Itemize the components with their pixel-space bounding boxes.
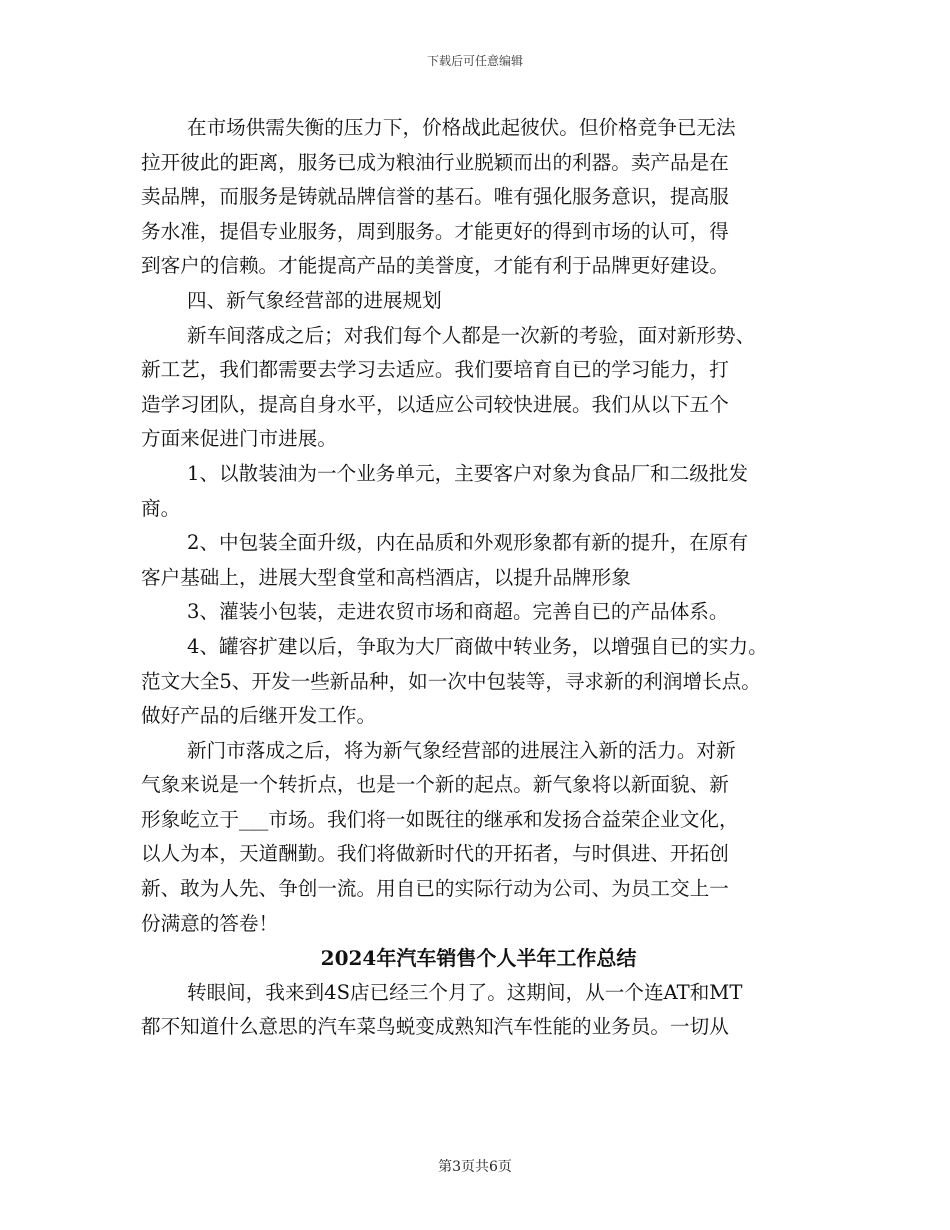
- section-paragraph-block: [141, 976, 816, 1045]
- text-line: 份满意的答卷！: [141, 911, 279, 935]
- text-line: 做好产品的后继开发工作。: [141, 704, 377, 728]
- text-line: 4、罐容扩建以后，争取为大厂商做中转业务，以增强自已的实力。: [187, 634, 768, 658]
- text-line: 新门市落成之后，将为新气象经营部的进展注入新的活力。对新: [187, 738, 736, 762]
- text-line: 卖品牌，而服务是铸就品牌信誉的基石。唯有强化服务意识，提高服: [141, 185, 729, 209]
- text-line: 商。: [141, 496, 181, 520]
- text-line: 方面来促进门市进展。: [141, 427, 337, 451]
- section-title: 2024年汽车销售个人半年工作总结: [320, 946, 637, 971]
- page-header: 下载后可任意编辑: [426, 54, 523, 68]
- text-line: 在市场供需失衡的压力下，价格战此起彼伏。但价格竞争已无法: [187, 116, 736, 139]
- text-line: 范文大全5、开发一些新品种，如一次中包装等，寻求新的利润增长点。: [141, 669, 761, 693]
- text-line: 气象来说是一个转折点，也是一个新的起点。新气象将以新面貌、新: [141, 773, 729, 797]
- text-line: 形象屹立于___市场。我们将一如既往的继承和发扬合益荣企业文化，: [141, 807, 739, 831]
- paragraph-block: [141, 111, 816, 941]
- text-line: 转眼间，我来到4S店已经三个月了。这期间，从一个连AT和MT: [187, 980, 743, 1004]
- text-line: 3、灌装小包装，走进农贸市场和商超。完善自已的产品体系。: [187, 600, 729, 624]
- text-line: 以人为本，天道酬勤。我们将做新时代的开拓者，与时俱进、开拓创: [141, 842, 729, 866]
- text-line: 新车间落成之后；对我们每个人都是一次新的考验，面对新形势、: [187, 323, 756, 347]
- text-line: 务水准，提倡专业服务，周到服务。才能更好的得到市场的认可，得: [141, 219, 729, 243]
- text-line: 都不知道什么意思的汽车菜鸟蜕变成熟知汽车性能的业务员。一切从: [141, 1015, 729, 1039]
- text-line: 四、新气象经营部的进展规划: [187, 288, 442, 312]
- text-line: 1、以散装油为一个业务单元，主要客户对象为食品厂和二级批发: [187, 461, 749, 485]
- document-body: [141, 111, 816, 1045]
- text-line: 新、敢为人先、争创一流。用自已的实际行动为公司、为员工交上一: [141, 877, 729, 901]
- text-line: 拉开彼此的距离，服务已成为粮油行业脱颖而出的利器。卖产品是在: [141, 150, 729, 174]
- page-footer: 第3页共6页: [438, 1159, 512, 1175]
- text-line: 新工艺，我们都需要去学习去适应。我们要培育自已的学习能力，打: [141, 358, 729, 382]
- text-line: 2、中包装全面升级，内在品质和外观形象都有新的提升，在原有: [187, 531, 749, 555]
- text-line: 到客户的信赖。才能提高产品的美誉度，才能有利于品牌更好建设。: [141, 254, 729, 278]
- text-line: 客户基础上，进展大型食堂和高档酒店，以提升品牌形象: [141, 565, 631, 589]
- text-line: 造学习团队，提高自身水平，以适应公司较快进展。我们从以下五个: [141, 392, 729, 416]
